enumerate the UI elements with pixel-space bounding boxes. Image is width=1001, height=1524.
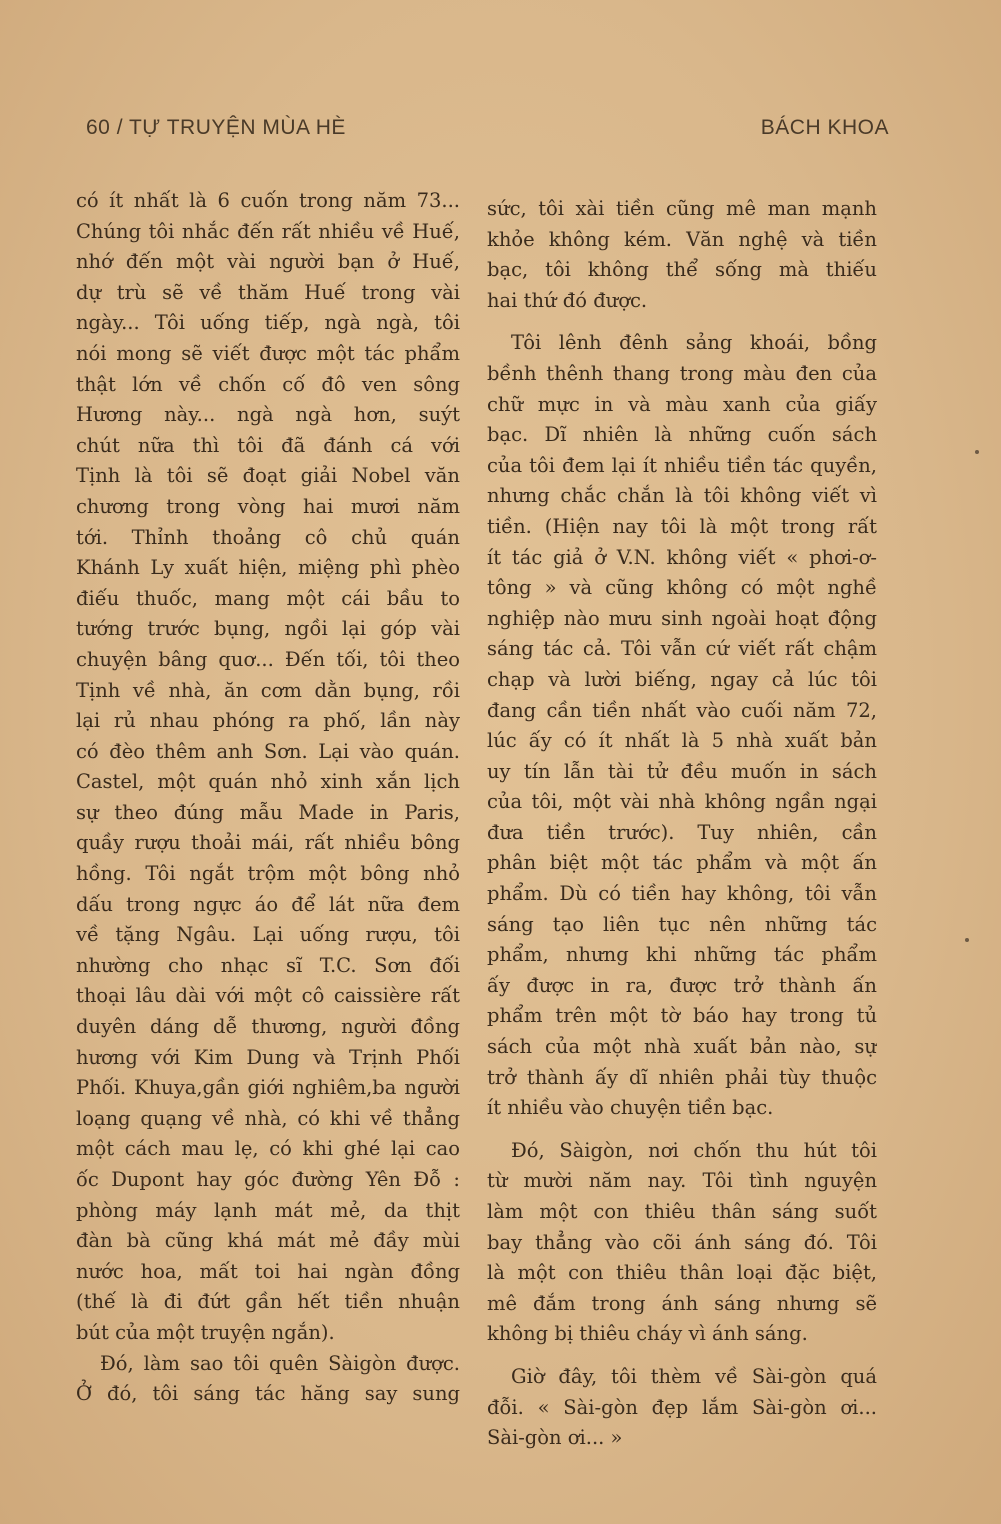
text-line: Phối. Khuya,gần giới nghiêm,ba người xyxy=(76,1076,460,1100)
text-line: đang cần tiền nhất vào cuối năm 72, xyxy=(487,698,877,722)
text-line: sự theo đúng mẫu Made in Paris, xyxy=(76,800,460,824)
text-line: phòng máy lạnh mát mẻ, da thịt xyxy=(76,1198,460,1222)
text-line: đàn bà cũng khá mát mẻ đầy mùi xyxy=(76,1229,460,1253)
text-line: ít nhiều vào chuyện tiền bạc. xyxy=(487,1096,774,1120)
text-line: bềnh thênh thang trong màu đen của xyxy=(487,361,877,385)
text-line: tông » và cũng không có một nghề xyxy=(487,576,877,600)
text-line: Tôi lênh đênh sảng khoái, bồng xyxy=(511,331,877,355)
text-line: ít tác giả ở V.N. không viết « phơi-ơ- xyxy=(487,545,877,569)
text-line: sách của một nhà xuất bản nào, sự xyxy=(487,1035,877,1059)
text-line: sáng tạo liên tục nên những tác xyxy=(487,912,877,936)
text-line: Sài-gòn ơi... » xyxy=(487,1426,623,1450)
text-line: là một con thiêu thân loại đặc biệt, xyxy=(487,1261,877,1285)
text-line: mê đắm trong ánh sáng nhưng sẽ xyxy=(487,1291,877,1315)
text-line: bạc, tôi không thể sống mà thiếu xyxy=(487,258,877,282)
text-line: lại rủ nhau phóng ra phố, lần này xyxy=(76,709,460,733)
text-line: Ở đó, tôi sáng tác hăng say sung xyxy=(76,1382,460,1406)
text-line: chữ mực in và màu xanh của giấy xyxy=(487,392,877,416)
text-line: đỗi. « Sài-gòn đẹp lắm Sài-gòn ơi... xyxy=(487,1395,877,1419)
text-line: nhường cho nhạc sĩ T.C. Sơn đối xyxy=(76,953,460,977)
text-line: một cách mau lẹ, có khi ghé lại cao xyxy=(76,1137,460,1161)
text-line: hai thứ đó được. xyxy=(487,288,648,312)
running-title: 60 / TỰ TRUYỆN MÙA HÈ xyxy=(86,116,346,139)
text-line: (thế là đi đứt gần hết tiền nhuận xyxy=(76,1290,460,1314)
text-line: nước hoa, mất toi hai ngàn đồng xyxy=(76,1259,460,1283)
text-line: khỏe không kém. Văn nghệ và tiền xyxy=(487,227,877,251)
print-mark xyxy=(965,938,969,942)
text-line: Tịnh về nhà, ăn cơm dằn bụng, rồi xyxy=(76,678,460,702)
text-line: sáng tác cả. Tôi vẫn cứ viết rất chậm xyxy=(487,637,877,661)
text-line: chuyện bâng quơ... Đến tối, tôi theo xyxy=(76,647,460,671)
text-line: sức, tôi xài tiền cũng mê man mạnh xyxy=(487,197,877,220)
text-line: chút nữa thì tôi đã đánh cá với xyxy=(76,433,460,457)
text-line: hương với Kim Dung và Trịnh Phối xyxy=(76,1045,460,1069)
text-line: của tôi, một vài nhà không ngần ngại xyxy=(487,790,877,814)
text-line: thật lớn về chốn cố đô ven sông xyxy=(76,372,460,396)
text-line: trở thành ấy dĩ nhiên phải tùy thuộc xyxy=(487,1065,877,1089)
text-line: phẩm, nhưng khi những tác phẩm xyxy=(487,943,877,967)
text-line: không bị thiêu cháy vì ánh sáng. xyxy=(487,1322,808,1346)
text-line: bay thẳng vào cõi ánh sáng đó. Tôi xyxy=(487,1230,877,1254)
text-line: làm một con thiêu thân sáng suốt xyxy=(487,1200,877,1223)
text-line: loạng quạng về nhà, có khi về thẳng xyxy=(76,1106,460,1130)
text-line: Giờ đây, tôi thèm về Sài-gòn quá xyxy=(511,1364,877,1388)
left-column xyxy=(76,186,460,1410)
right-column xyxy=(487,194,877,1454)
text-line: tới. Thỉnh thoảng cô chủ quán xyxy=(76,525,460,549)
text-line: điếu thuốc, mang một cái bầu to xyxy=(76,586,460,610)
text-line: ấy được in ra, được trở thành ấn xyxy=(487,973,877,997)
text-line: tiền. (Hiện nay tôi là một trong rất xyxy=(487,514,877,538)
text-line: Tịnh là tôi sẽ đoạt giải Nobel văn xyxy=(76,464,460,488)
text-line: nói mong sẽ viết được một tác phẩm xyxy=(76,341,460,365)
text-line: dấu trong ngực áo để lát nữa đem xyxy=(76,892,460,916)
text-line: Đó, làm sao tôi quên Sàigòn được. xyxy=(100,1351,460,1375)
text-line: uy tín lẫn tài tử đều muốn in sách xyxy=(487,759,877,783)
text-line: ốc Dupont hay góc đường Yên Đỗ : xyxy=(76,1168,460,1191)
text-line: Castel, một quán nhỏ xinh xắn lịch xyxy=(76,770,460,794)
text-line: phẩm trên một tờ báo hay trong tủ xyxy=(487,1004,877,1028)
text-line: chương trong vòng hai mươi năm xyxy=(76,494,460,518)
text-line: chạp và lười biếng, ngay cả lúc tôi xyxy=(487,667,877,691)
text-line: dự trù sẽ về thăm Huế trong vài xyxy=(76,280,460,304)
text-line: phẩm. Dù có tiền hay không, tôi vẫn xyxy=(487,882,877,906)
text-line: của tôi đem lại ít nhiều tiền tác quyền, xyxy=(487,453,877,477)
page-header xyxy=(86,110,889,140)
text-line: Đó, Sàigòn, nơi chốn thu hút tôi xyxy=(511,1138,877,1162)
text-line: có ít nhất là 6 cuốn trong năm 73... xyxy=(76,189,460,212)
text-line: có đèo thêm anh Sơn. Lại vào quán. xyxy=(76,739,460,763)
text-line: phân biệt một tác phẩm và một ấn xyxy=(487,851,877,875)
text-line: quầy rượu thoải mái, rất nhiều bông xyxy=(76,831,460,855)
text-line: bút của một truyện ngắn). xyxy=(76,1320,335,1344)
text-line: Chúng tôi nhắc đến rất nhiều về Huế, xyxy=(76,219,460,243)
text-line: lúc ấy có ít nhất là 5 nhà xuất bản xyxy=(487,729,877,753)
text-line: Khánh Ly xuất hiện, miệng phì phèo xyxy=(76,556,460,580)
text-line: tướng trước bụng, ngồi lại góp vài xyxy=(76,617,460,641)
text-line: nhưng chắc chắn là tôi không viết vì xyxy=(487,484,877,508)
text-line: bạc. Dĩ nhiên là những cuốn sách xyxy=(487,423,877,447)
print-mark xyxy=(975,450,979,454)
text-line: đưa tiền trước). Tuy nhiên, cần xyxy=(487,820,877,844)
text-line: nhớ đến một vài người bạn ở Huế, xyxy=(76,250,460,274)
text-line: ngày... Tôi uống tiếp, ngà ngà, tôi xyxy=(76,311,460,335)
text-line: về tặng Ngâu. Lại uống rượu, tôi xyxy=(76,923,460,947)
text-line: hồng. Tôi ngắt trộm một bông nhỏ xyxy=(76,862,460,886)
text-line: từ mười năm nay. Tôi tình nguyện xyxy=(487,1169,877,1193)
text-line: Hương này... ngà ngà hơn, suýt xyxy=(76,403,460,427)
magazine-name: BÁCH KHOA xyxy=(760,116,889,139)
text-line: thoại lâu dài với một cô caissière rất xyxy=(76,984,460,1008)
text-line: duyên dáng dễ thương, người đồng xyxy=(76,1015,460,1039)
text-line: nghiệp nào mưu sinh ngoài hoạt động xyxy=(487,606,877,630)
